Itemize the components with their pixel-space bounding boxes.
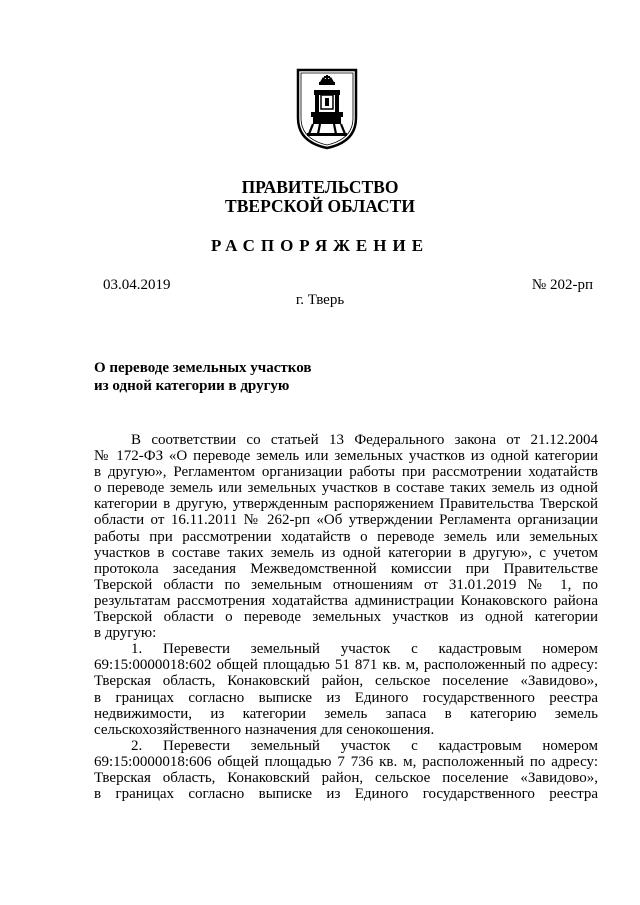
- body-line: результатам рассмотрения ходатайства администрации Конаковского района: [94, 592, 598, 609]
- body-line: 69:15:0000018:606 общей площадью 7 736 кв. м, расположенный по адресу:: [94, 753, 598, 770]
- subject-line: из одной категории в другую: [94, 377, 290, 394]
- body-line: в границах согласно выписке из Единого государственного реестра: [94, 786, 598, 803]
- body-line: № 172-ФЗ «О переводе земель или земельных участков из одной категории: [94, 448, 598, 465]
- subject-line: О переводе земельных участков: [94, 360, 312, 376]
- body-line: недвижимости, из категории земель запаса в категорию земель: [94, 705, 598, 722]
- coat-of-arms-emblem: [296, 68, 358, 150]
- body-line: протокола заседания Межведомственной комиссии при Правительстве: [94, 560, 598, 577]
- body-line: в другую», Регламентом организации работы при рассмотрении ходатайств: [94, 464, 598, 481]
- organization-name-line1: ПРАВИТЕЛЬСТВО: [241, 177, 399, 197]
- body-line: Тверская область, Конаковский район, сельское поселение «Завидово»,: [94, 673, 598, 690]
- document-type-title: РАСПОРЯЖЕНИЕ: [210, 236, 430, 255]
- document-body: [94, 432, 598, 802]
- body-line: участков в составе таких земель из одной категории в другую», с учетом: [94, 544, 598, 561]
- body-line: работы при рассмотрении ходатайств о переводе земель или земельных: [94, 528, 598, 545]
- body-line: Тверской области о переводе земельных участков из одной категории: [94, 609, 598, 626]
- body-line: в другую:: [94, 625, 157, 642]
- organization-name-line2: ТВЕРСКОЙ ОБЛАСТИ: [225, 196, 415, 216]
- body-line: В соответствии со статьей 13 Федерального закона от 21.12.2004: [131, 432, 598, 448]
- document-number: № 202-рп: [531, 277, 593, 293]
- document-subject: [94, 360, 311, 395]
- body-line: 2. Перевести земельный участок с кадастровым номером: [131, 737, 598, 754]
- document-city: г. Тверь: [295, 292, 345, 308]
- body-line: категории в другую, утвержденным распоряжением Правительства Тверской: [94, 496, 598, 513]
- body-line: о переводе земель или земельных участков в составе таких земель из одной: [94, 480, 598, 497]
- body-line: сельскохозяйственного назначения для сенокошения.: [94, 721, 435, 738]
- body-line: 69:15:0000018:602 общей площадью 51 871 кв. м, расположенный по адресу:: [94, 657, 598, 674]
- document-date: 03.04.2019: [103, 277, 171, 293]
- body-line: Тверская область, Конаковский район, сельское поселение «Завидово»,: [94, 769, 598, 786]
- body-line: области от 16.11.2011 № 262-рп «Об утверждении Регламента организации: [94, 512, 598, 529]
- body-line: 1. Перевести земельный участок с кадастровым номером: [131, 641, 598, 658]
- body-line: Тверской области по земельным отношениям от 31.01.2019 № 1, по: [94, 576, 598, 593]
- body-line: в границах согласно выписке из Единого государственного реестра: [94, 689, 598, 706]
